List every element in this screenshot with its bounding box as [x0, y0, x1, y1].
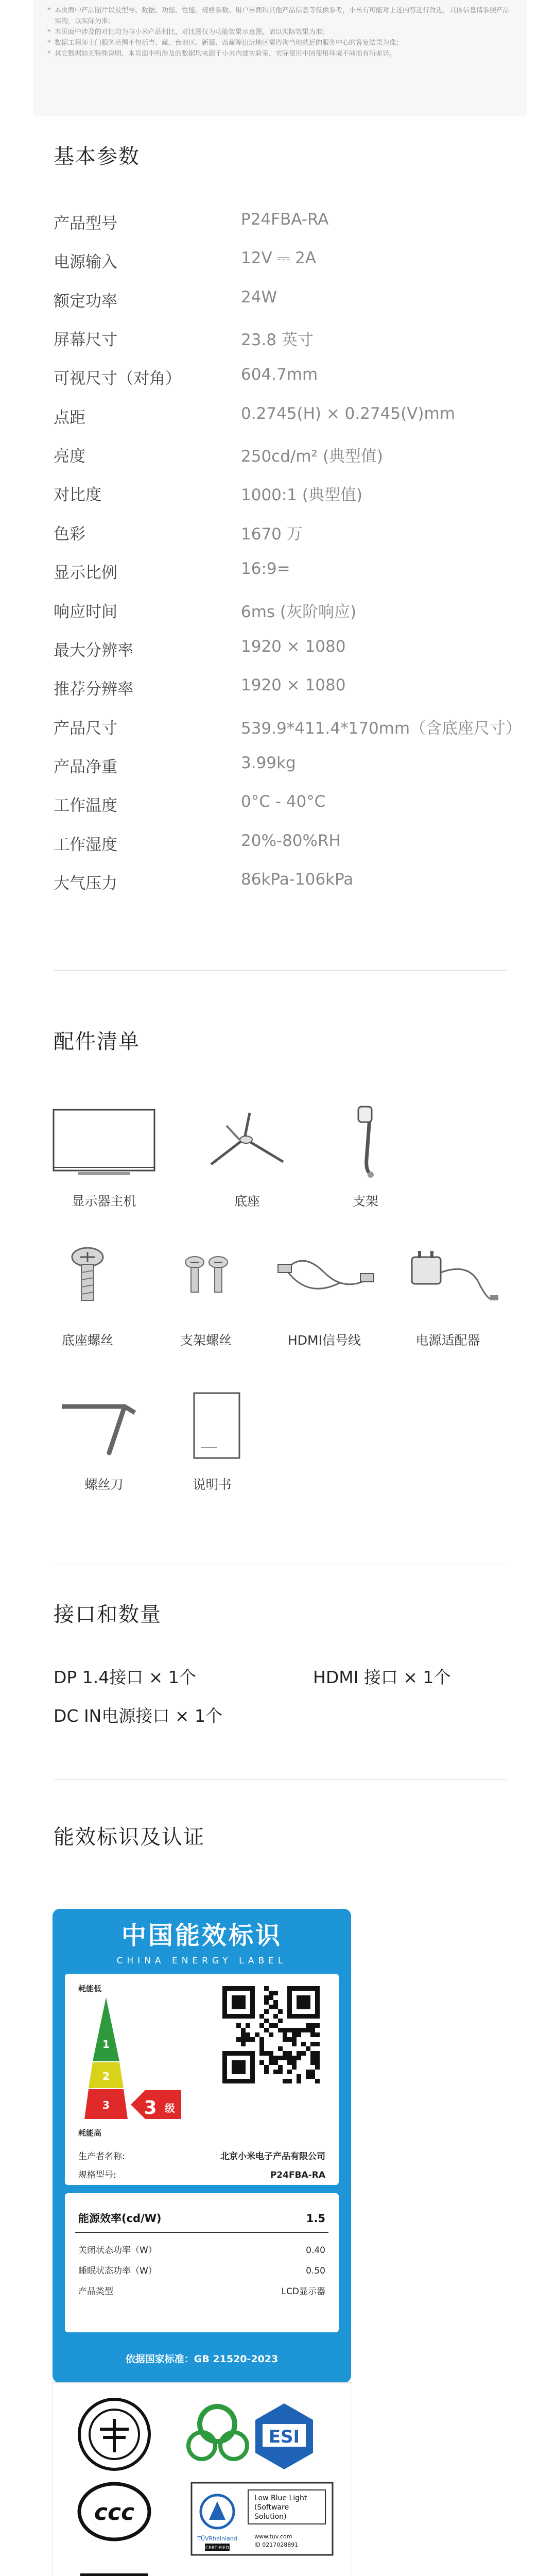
spec-row [54, 792, 517, 818]
spec-row [54, 676, 517, 702]
port-hdmi: HDMI 接口 × 1个 [313, 1667, 451, 1687]
spec-row [54, 365, 517, 391]
spec-key: 色彩 [54, 524, 85, 544]
sleep-power-value: 0.50 [306, 2266, 325, 2276]
off-power-value: 0.40 [306, 2245, 325, 2256]
spec-row [54, 599, 517, 624]
energy-label-title: 中国能效标识 [121, 1921, 283, 1950]
spec-row [54, 832, 517, 857]
spec-row [54, 754, 517, 779]
accessory-label: 支架 [352, 1194, 378, 1209]
spec-row [54, 404, 517, 430]
accessory-label: 支架螺丝 [180, 1333, 232, 1348]
spec-row [54, 521, 517, 547]
spec-row [54, 210, 517, 236]
spec-key: 大气压力 [54, 874, 117, 893]
spec-value: 6ms (灰阶响应) [241, 602, 357, 621]
stand-arm-icon [309, 1103, 422, 1185]
windows10-compatible-icon [80, 2573, 148, 2576]
accessory-adapter [391, 1242, 505, 1349]
port-dp: DP 1.4接口 × 1个 [54, 1667, 196, 1687]
spec-key: 产品型号 [54, 214, 117, 233]
accessory-label: 底座螺丝 [61, 1333, 113, 1348]
spec-key: 显示比例 [54, 564, 117, 583]
port-dc-in: DC IN电源接口 × 1个 [54, 1706, 222, 1726]
accessory-label: 底座 [234, 1194, 260, 1209]
tuv-low-blue-light-icon [192, 2483, 333, 2555]
accessory-label: 说明书 [193, 1477, 232, 1492]
accessory-label: 螺丝刀 [84, 1477, 124, 1492]
model-key: 规格型号: [78, 2170, 116, 2180]
product-type-key: 产品类型 [78, 2286, 113, 2297]
spec-row [54, 443, 517, 469]
svg-text:ccc: ccc [94, 2499, 135, 2526]
power-adapter-icon [391, 1242, 505, 1324]
manual-icon [155, 1386, 269, 1468]
spec-key: 点距 [54, 408, 85, 427]
accessory-base-screw [31, 1242, 144, 1349]
energy-label-card [53, 1909, 351, 2576]
accessory-label: 显示器主机 [72, 1194, 136, 1209]
spec-value: 20%-80%RH [241, 831, 341, 850]
spec-row [54, 560, 517, 585]
spec-value: 1000:1 (典型值) [241, 486, 363, 505]
accessory-label: HDMI信号线 [288, 1333, 361, 1348]
disclaimer-line: * 本页面中涉及的对比均为与小米产品相比，对比图仅为功能效果示意图，请以实际效果为准； [47, 27, 513, 38]
cqc-seal-icon [79, 2399, 149, 2469]
spec-key: 屏幕尺寸 [54, 331, 117, 350]
spec-value: 86kPa-106kPa [241, 870, 354, 889]
tuv-url: www.tuv.com [254, 2533, 292, 2540]
spec-value: 539.9*411.4*170mm（含底座尺寸） [241, 719, 522, 738]
spec-value: 0.2745(H) × 0.2745(V)mm [241, 404, 455, 423]
specs-title: 基本参数 [54, 145, 140, 168]
accessory-arm [309, 1103, 422, 1210]
maker-value: 北京小米电子产品有限公司 [220, 2151, 325, 2162]
model-value: P24FBA-RA [270, 2170, 325, 2180]
accessory-screwdriver [47, 1386, 161, 1493]
accessory-manual [155, 1386, 269, 1493]
spec-value: 250cd/m² (典型值) [241, 447, 384, 466]
spec-key: 工作湿度 [54, 835, 117, 854]
accessories-title: 配件清单 [54, 1030, 140, 1054]
energy-title: 能效标识及认证 [54, 1825, 205, 1849]
disclaimer-box [33, 0, 527, 116]
spec-value: P24FBA-RA [241, 210, 329, 229]
spec-key: 工作温度 [54, 796, 117, 816]
screws-icon [149, 1242, 263, 1324]
grade-suffix: 级 [165, 2102, 175, 2114]
tuv-certified: CERTIFIED [205, 2546, 230, 2551]
spec-row [54, 288, 517, 314]
spec-value: 604.7mm [241, 365, 318, 384]
qr-code [219, 1983, 323, 2087]
spec-row [54, 637, 517, 663]
disclaimer-line: * 其它数据如无特殊说明，本页面中所涉及的数据均来源于小米内部实验室，实际使用中因使用环境不同而有所差异。 [47, 48, 513, 59]
spec-value: 1920 × 1080 [241, 637, 346, 656]
accessory-hdmi-cable [268, 1242, 381, 1349]
stand-base-icon [190, 1103, 304, 1185]
high-consumption-label: 耗能高 [78, 2128, 102, 2138]
spec-value: 3.99kg [241, 753, 296, 772]
tuv-line-3: Solution) [254, 2513, 287, 2521]
spec-value: 1670 万 [241, 524, 303, 544]
spec-value: 0°C - 40°C [241, 792, 326, 811]
spec-key: 产品尺寸 [54, 719, 117, 738]
accessory-label: 电源适配器 [415, 1333, 480, 1348]
esi-text: ESI [268, 2427, 300, 2447]
spec-row [54, 249, 517, 275]
disclaimer-line: * 本页面中产品图片以及型号、数据、功能、性能、规格参数、用户界面和其他产品信息等仅供参考，小米有可能对上述内容进行改进，具体信息请参照产品实物，以实际为准； [47, 5, 513, 27]
tuv-id: ID 0217028891 [254, 2541, 299, 2548]
spec-key: 响应时间 [54, 602, 117, 621]
divider [54, 970, 507, 971]
tuv-line-2: (Software [254, 2503, 289, 2512]
spec-value: 24W [241, 287, 277, 307]
spec-value: 23.8 英寸 [241, 331, 314, 350]
spec-key: 可视尺寸（对角） [54, 369, 181, 388]
spec-row [54, 715, 522, 741]
tuv-line-1: Low Blue Light [254, 2494, 307, 2502]
spec-key: 电源输入 [54, 253, 117, 272]
spec-row [54, 327, 517, 352]
spec-key: 最大分辨率 [54, 641, 133, 660]
ccc-mark-icon [79, 2484, 149, 2539]
energy-label-subtitle: CHINA ENERGY LABEL [116, 1956, 287, 1966]
accessory-base [190, 1103, 304, 1210]
tuv-brand: TÜVRheinland [197, 2535, 237, 2542]
off-power-key: 关闭状态功率（W） [78, 2245, 157, 2256]
spec-key: 推荐分辨率 [54, 680, 133, 699]
spec-key: 额定功率 [54, 292, 117, 311]
grade-2-label: 2 [102, 2070, 110, 2082]
grade-3-label: 3 [102, 2099, 110, 2111]
grade-value: 3 [144, 2097, 157, 2119]
spec-value: 1920 × 1080 [241, 676, 346, 695]
spec-row [54, 870, 517, 896]
spec-key: 产品净重 [54, 757, 117, 776]
hdmi-cable-icon [268, 1242, 381, 1324]
low-consumption-label: 耗能低 [78, 1984, 102, 1993]
spec-value: 16:9= [241, 560, 290, 579]
ports-title: 接口和数量 [54, 1603, 162, 1626]
sleep-power-key: 睡眠状态功率（W） [78, 2266, 157, 2276]
efficiency-key: 能源效率(cd/W) [78, 2212, 162, 2225]
grade-1-label: 1 [102, 2038, 110, 2050]
spec-key: 亮度 [54, 447, 85, 466]
spec-key: 对比度 [54, 486, 101, 505]
spec-value: 12V ⎓ 2A [241, 249, 317, 268]
efficiency-value: 1.5 [306, 2212, 325, 2225]
accessory-arm-screws [149, 1242, 263, 1349]
product-type-value: LCD显示器 [281, 2286, 325, 2297]
accessory-monitor [47, 1103, 161, 1210]
disclaimer-line: * 数据工程师上门服务范围不包括青、藏、台地区、新疆、西藏等边远地区需咨询当地就近的服务中心的答复结果为准； [47, 38, 513, 48]
standard-note: 依据国家标准：GB 21520-2023 [125, 2353, 279, 2365]
screwdriver-icon [47, 1386, 161, 1468]
monitor-icon [47, 1103, 161, 1185]
maker-key: 生产者名称: [78, 2151, 125, 2162]
spec-row [54, 482, 517, 507]
screw-icon [31, 1242, 144, 1324]
